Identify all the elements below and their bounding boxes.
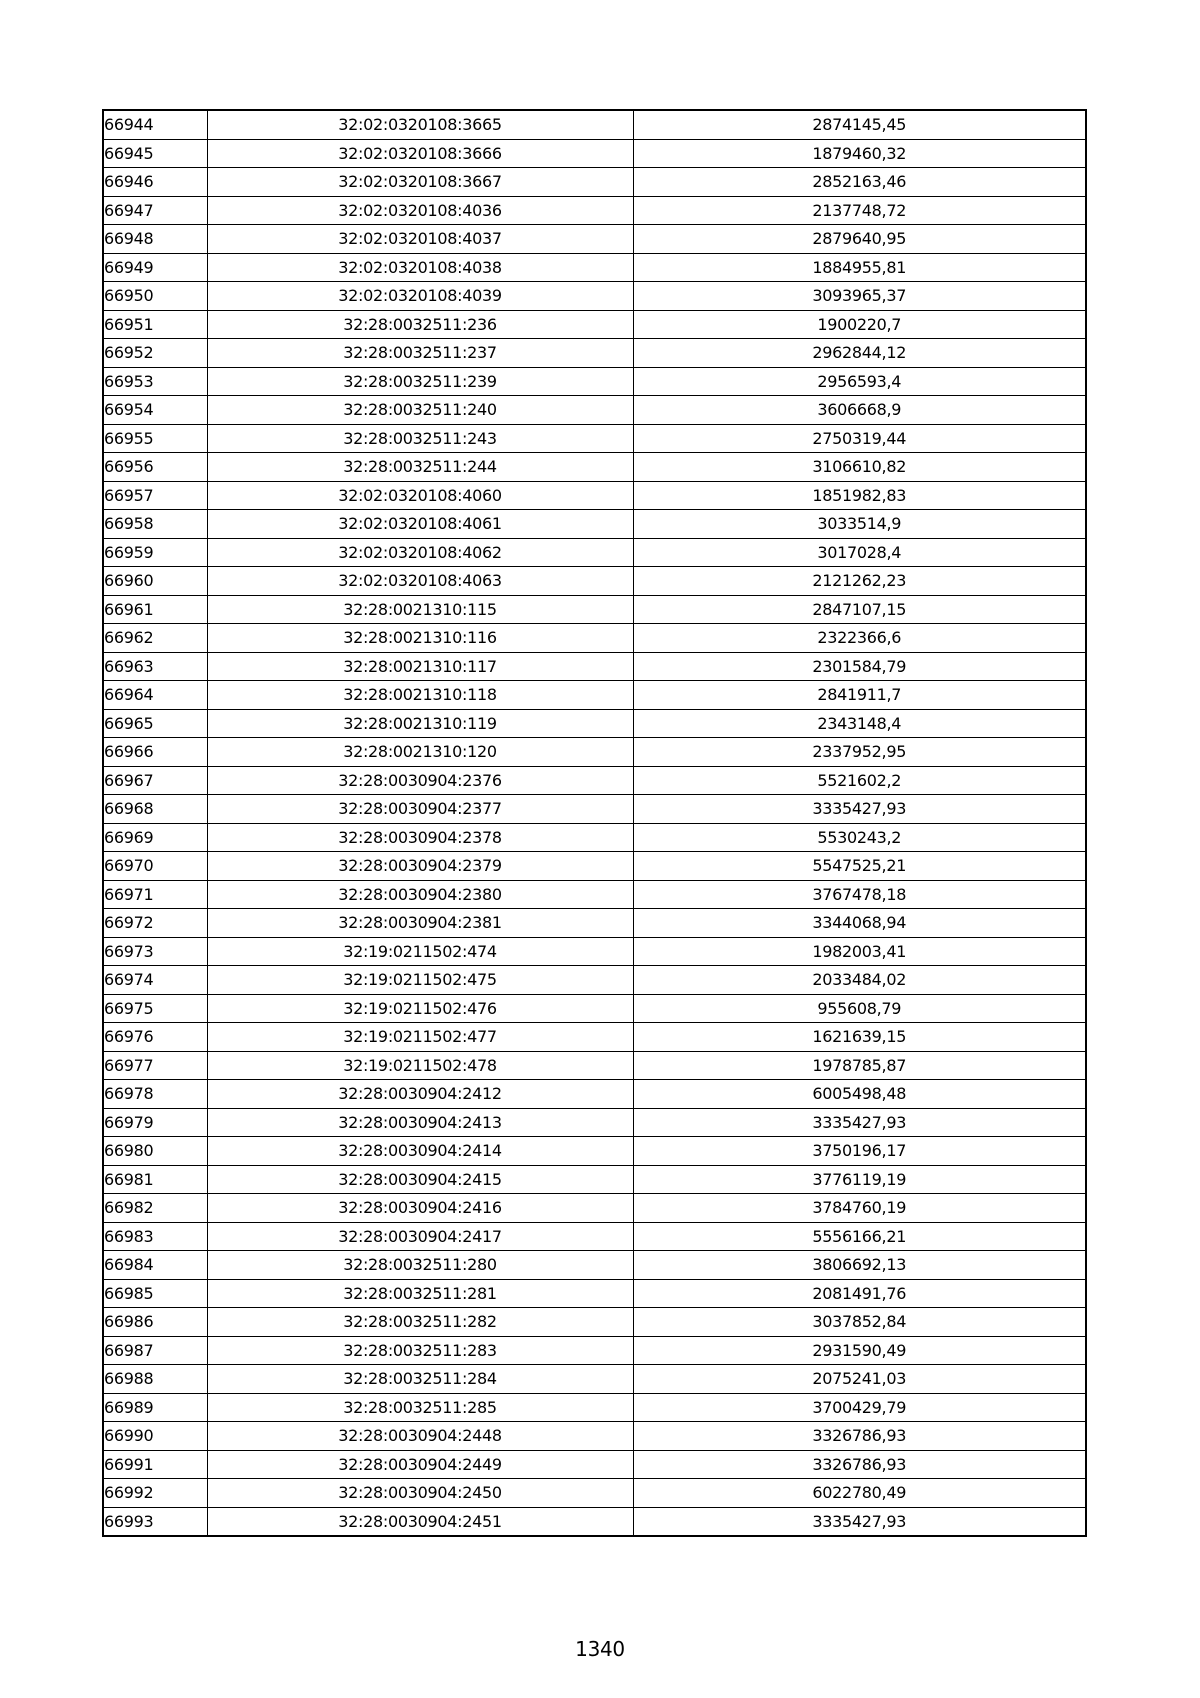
row-number-cell: 66986 [103,1308,207,1337]
value-cell: 3037852,84 [633,1308,1086,1337]
row-number-cell: 66951 [103,310,207,339]
cadastral-number-cell: 32:19:0211502:476 [207,994,633,1023]
value-cell: 3335427,93 [633,1507,1086,1536]
row-number-cell: 66966 [103,738,207,767]
row-number-cell: 66950 [103,282,207,311]
value-cell: 3017028,4 [633,538,1086,567]
cadastral-number-cell: 32:28:0032511:285 [207,1393,633,1422]
row-number-cell: 66947 [103,196,207,225]
row-number-cell: 66991 [103,1450,207,1479]
cadastral-number-cell: 32:19:0211502:474 [207,937,633,966]
table-row [103,795,1086,824]
cadastral-number-cell: 32:02:0320108:4039 [207,282,633,311]
value-cell: 5521602,2 [633,766,1086,795]
cadastral-number-cell: 32:19:0211502:475 [207,966,633,995]
value-cell: 2137748,72 [633,196,1086,225]
row-number-cell: 66985 [103,1279,207,1308]
row-number-cell: 66987 [103,1336,207,1365]
table-row [103,1222,1086,1251]
cadastral-number-cell: 32:28:0030904:2380 [207,880,633,909]
row-number-cell: 66978 [103,1080,207,1109]
value-cell: 3767478,18 [633,880,1086,909]
cadastral-number-cell: 32:28:0032511:239 [207,367,633,396]
row-number-cell: 66974 [103,966,207,995]
table-row [103,1450,1086,1479]
cadastral-number-cell: 32:28:0032511:282 [207,1308,633,1337]
row-number-cell: 66957 [103,481,207,510]
cadastral-number-cell: 32:02:0320108:3666 [207,139,633,168]
row-number-cell: 66961 [103,595,207,624]
row-number-cell: 66992 [103,1479,207,1508]
cadastral-number-cell: 32:28:0032511:280 [207,1251,633,1280]
table-row [103,1051,1086,1080]
table-row [103,652,1086,681]
row-number-cell: 66944 [103,110,207,139]
row-number-cell: 66952 [103,339,207,368]
cadastral-number-cell: 32:28:0030904:2376 [207,766,633,795]
row-number-cell: 66982 [103,1194,207,1223]
cadastral-number-cell: 32:19:0211502:477 [207,1023,633,1052]
cadastral-number-cell: 32:28:0030904:2417 [207,1222,633,1251]
value-cell: 3344068,94 [633,909,1086,938]
value-cell: 1879460,32 [633,139,1086,168]
table-row [103,510,1086,539]
row-number-cell: 66958 [103,510,207,539]
cadastral-number-cell: 32:02:0320108:3665 [207,110,633,139]
value-cell: 2841911,7 [633,681,1086,710]
table-row [103,481,1086,510]
row-number-cell: 66949 [103,253,207,282]
table-row [103,823,1086,852]
cadastral-number-cell: 32:28:0021310:118 [207,681,633,710]
row-number-cell: 66963 [103,652,207,681]
row-number-cell: 66956 [103,453,207,482]
value-cell: 3326786,93 [633,1422,1086,1451]
table-row [103,1194,1086,1223]
table-row [103,168,1086,197]
table-row [103,766,1086,795]
table-row [103,1108,1086,1137]
cadastral-number-cell: 32:28:0030904:2448 [207,1422,633,1451]
cadastral-number-cell: 32:02:0320108:4063 [207,567,633,596]
row-number-cell: 66948 [103,225,207,254]
cadastral-number-cell: 32:02:0320108:3667 [207,168,633,197]
cadastral-number-cell: 32:02:0320108:4061 [207,510,633,539]
cadastral-number-cell: 32:28:0032511:237 [207,339,633,368]
table-row [103,1080,1086,1109]
value-cell: 3700429,79 [633,1393,1086,1422]
value-cell: 2081491,76 [633,1279,1086,1308]
row-number-cell: 66969 [103,823,207,852]
table-row [103,994,1086,1023]
cadastral-number-cell: 32:28:0021310:117 [207,652,633,681]
row-number-cell: 66983 [103,1222,207,1251]
table-row [103,1336,1086,1365]
value-cell: 3326786,93 [633,1450,1086,1479]
cadastral-number-cell: 32:28:0030904:2377 [207,795,633,824]
value-cell: 3806692,13 [633,1251,1086,1280]
table-row [103,396,1086,425]
cadastral-number-cell: 32:28:0032511:244 [207,453,633,482]
value-cell: 5547525,21 [633,852,1086,881]
table-row [103,424,1086,453]
cadastral-number-cell: 32:28:0032511:281 [207,1279,633,1308]
row-number-cell: 66962 [103,624,207,653]
table-row [103,1137,1086,1166]
row-number-cell: 66975 [103,994,207,1023]
value-cell: 3750196,17 [633,1137,1086,1166]
table-row [103,453,1086,482]
table-row [103,1165,1086,1194]
value-cell: 2121262,23 [633,567,1086,596]
value-cell: 3335427,93 [633,1108,1086,1137]
row-number-cell: 66946 [103,168,207,197]
value-cell: 6022780,49 [633,1479,1086,1508]
table-row [103,225,1086,254]
table-row [103,139,1086,168]
value-cell: 5530243,2 [633,823,1086,852]
cadastral-number-cell: 32:28:0021310:119 [207,709,633,738]
row-number-cell: 66976 [103,1023,207,1052]
value-cell: 2322366,6 [633,624,1086,653]
value-cell: 3776119,19 [633,1165,1086,1194]
row-number-cell: 66988 [103,1365,207,1394]
cadastral-value-table [102,109,1087,1537]
row-number-cell: 66953 [103,367,207,396]
value-cell: 1982003,41 [633,937,1086,966]
cadastral-number-cell: 32:28:0030904:2451 [207,1507,633,1536]
value-cell: 2852163,46 [633,168,1086,197]
value-cell: 2301584,79 [633,652,1086,681]
cadastral-number-cell: 32:28:0032511:243 [207,424,633,453]
value-cell: 955608,79 [633,994,1086,1023]
row-number-cell: 66984 [103,1251,207,1280]
cadastral-number-cell: 32:28:0030904:2378 [207,823,633,852]
table-row [103,1393,1086,1422]
table-row [103,681,1086,710]
table-row [103,567,1086,596]
cadastral-number-cell: 32:28:0030904:2414 [207,1137,633,1166]
value-cell: 2931590,49 [633,1336,1086,1365]
cadastral-number-cell: 32:28:0021310:116 [207,624,633,653]
row-number-cell: 66971 [103,880,207,909]
value-cell: 2962844,12 [633,339,1086,368]
value-cell: 3093965,37 [633,282,1086,311]
row-number-cell: 66993 [103,1507,207,1536]
value-cell: 1621639,15 [633,1023,1086,1052]
cadastral-number-cell: 32:28:0021310:120 [207,738,633,767]
row-number-cell: 66973 [103,937,207,966]
cadastral-number-cell: 32:19:0211502:478 [207,1051,633,1080]
table-row [103,709,1086,738]
table-row [103,909,1086,938]
row-number-cell: 66964 [103,681,207,710]
table-row [103,880,1086,909]
value-cell: 3606668,9 [633,396,1086,425]
table-row [103,1308,1086,1337]
table-row [103,367,1086,396]
row-number-cell: 66954 [103,396,207,425]
value-cell: 6005498,48 [633,1080,1086,1109]
value-cell: 2343148,4 [633,709,1086,738]
cadastral-number-cell: 32:28:0030904:2379 [207,852,633,881]
value-cell: 2956593,4 [633,367,1086,396]
table-row [103,196,1086,225]
cadastral-number-cell: 32:28:0030904:2450 [207,1479,633,1508]
table-row [103,1279,1086,1308]
table-row [103,937,1086,966]
row-number-cell: 66980 [103,1137,207,1166]
cadastral-number-cell: 32:02:0320108:4062 [207,538,633,567]
table-row [103,738,1086,767]
cadastral-number-cell: 32:28:0030904:2412 [207,1080,633,1109]
value-cell: 2033484,02 [633,966,1086,995]
cadastral-number-cell: 32:28:0032511:240 [207,396,633,425]
value-cell: 2847107,15 [633,595,1086,624]
page-number: 1340 [575,1637,625,1661]
value-cell: 1884955,81 [633,253,1086,282]
table-row [103,852,1086,881]
row-number-cell: 66981 [103,1165,207,1194]
table-row [103,1479,1086,1508]
table-row [103,1507,1086,1536]
value-cell: 1978785,87 [633,1051,1086,1080]
cadastral-number-cell: 32:02:0320108:4038 [207,253,633,282]
value-cell: 3106610,82 [633,453,1086,482]
table-row [103,1365,1086,1394]
cadastral-number-cell: 32:28:0030904:2381 [207,909,633,938]
row-number-cell: 66989 [103,1393,207,1422]
row-number-cell: 66965 [103,709,207,738]
cadastral-number-cell: 32:28:0021310:115 [207,595,633,624]
cadastral-number-cell: 32:28:0030904:2415 [207,1165,633,1194]
cadastral-number-cell: 32:28:0032511:236 [207,310,633,339]
row-number-cell: 66972 [103,909,207,938]
row-number-cell: 66945 [103,139,207,168]
value-cell: 3033514,9 [633,510,1086,539]
table-row [103,339,1086,368]
table-row [103,1023,1086,1052]
value-cell: 2337952,95 [633,738,1086,767]
row-number-cell: 66990 [103,1422,207,1451]
cadastral-number-cell: 32:28:0032511:284 [207,1365,633,1394]
table-row [103,624,1086,653]
value-cell: 3335427,93 [633,795,1086,824]
cadastral-number-cell: 32:28:0030904:2449 [207,1450,633,1479]
table-row [103,253,1086,282]
table-row [103,110,1086,139]
table-row [103,595,1086,624]
table-row [103,538,1086,567]
table-row [103,310,1086,339]
row-number-cell: 66970 [103,852,207,881]
cadastral-number-cell: 32:28:0030904:2413 [207,1108,633,1137]
cadastral-number-cell: 32:02:0320108:4060 [207,481,633,510]
row-number-cell: 66967 [103,766,207,795]
table-body [103,110,1086,1536]
row-number-cell: 66968 [103,795,207,824]
value-cell: 2075241,03 [633,1365,1086,1394]
cadastral-number-cell: 32:02:0320108:4036 [207,196,633,225]
value-cell: 5556166,21 [633,1222,1086,1251]
table-row [103,1422,1086,1451]
cadastral-number-cell: 32:28:0030904:2416 [207,1194,633,1223]
value-cell: 1851982,83 [633,481,1086,510]
value-cell: 3784760,19 [633,1194,1086,1223]
table-row [103,1251,1086,1280]
row-number-cell: 66977 [103,1051,207,1080]
table-row [103,282,1086,311]
value-cell: 2879640,95 [633,225,1086,254]
cadastral-number-cell: 32:28:0032511:283 [207,1336,633,1365]
row-number-cell: 66979 [103,1108,207,1137]
value-cell: 2874145,45 [633,110,1086,139]
row-number-cell: 66960 [103,567,207,596]
row-number-cell: 66955 [103,424,207,453]
row-number-cell: 66959 [103,538,207,567]
table-row [103,966,1086,995]
value-cell: 1900220,7 [633,310,1086,339]
value-cell: 2750319,44 [633,424,1086,453]
cadastral-number-cell: 32:02:0320108:4037 [207,225,633,254]
